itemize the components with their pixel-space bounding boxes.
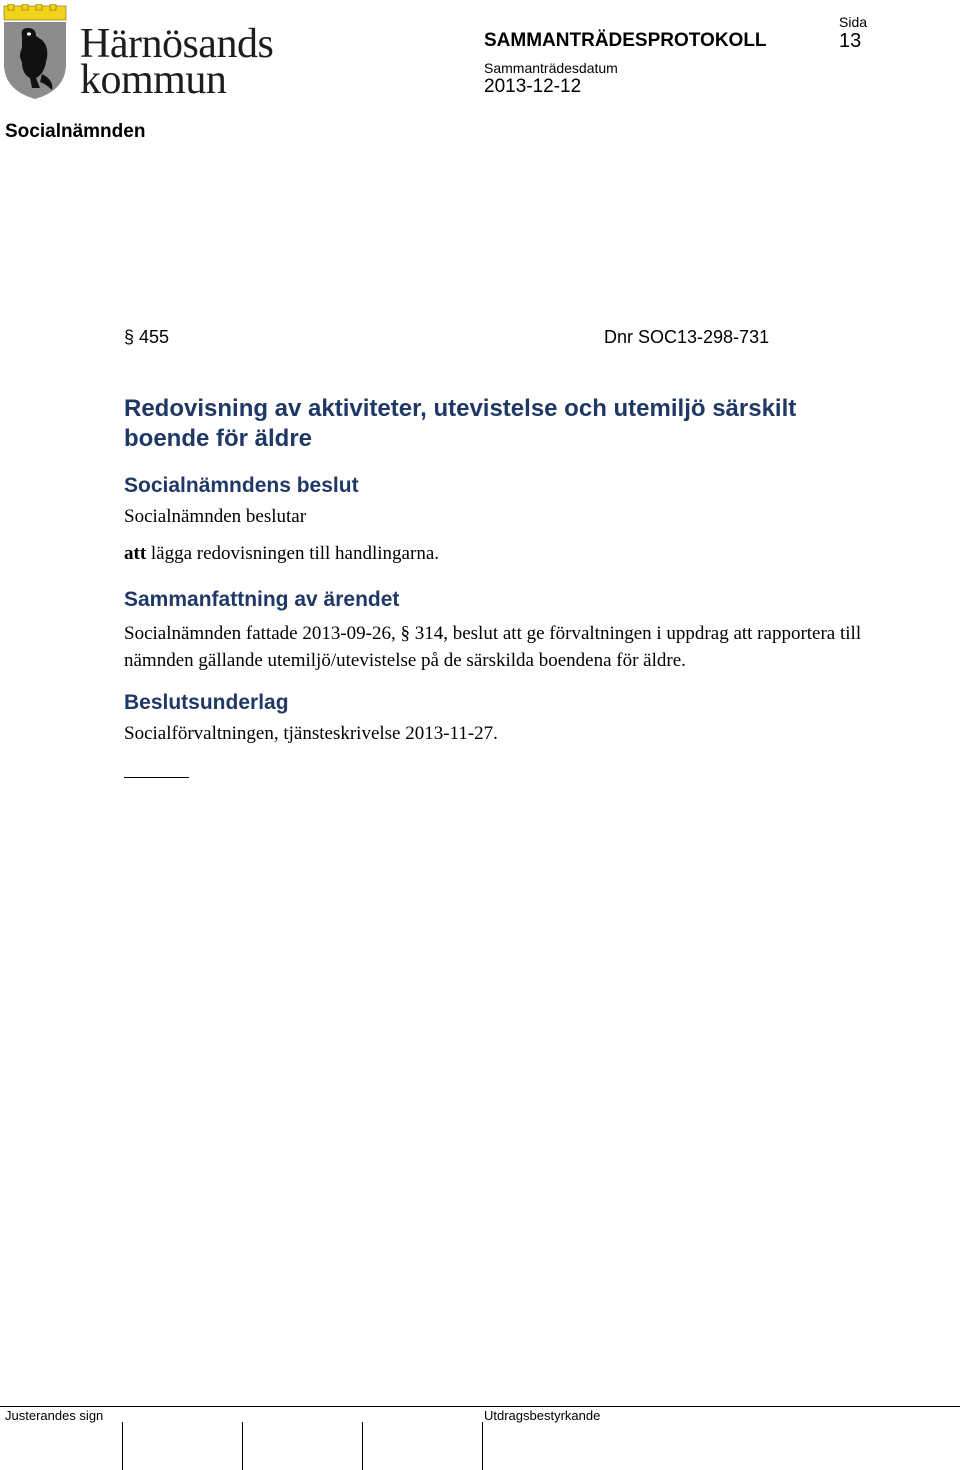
footer-divider: [0, 1406, 960, 1407]
meeting-date-value: 2013-12-12: [484, 76, 582, 97]
extract-certification-label: Utdragsbestyrkande: [484, 1408, 601, 1423]
page-label: Sida: [839, 14, 868, 30]
logo-wordmark-line2: kommun: [80, 57, 227, 103]
signature-box-divider: [242, 1422, 243, 1470]
logo-wordmark-line1: Härnösands: [80, 21, 274, 67]
basis-heading: Beslutsunderlag: [124, 691, 289, 714]
basis-text: Socialförvaltningen, tjänsteskrivelse 2013-11-27.: [124, 723, 498, 744]
paragraph-number: [124, 327, 169, 348]
paragraph-number-value: 455: [139, 327, 170, 347]
signature-box-divider: [362, 1422, 363, 1470]
signature-box-divider: [482, 1422, 483, 1470]
summary-text-part2: 314, beslut att ge förvaltningen i uppdrag att rapportera till nämnden gällande utemiljö/utevistelse på de särskilda boendena för äldre.: [124, 623, 862, 671]
document-type: SAMMANTRÄDESPROTOKOLL: [484, 30, 767, 51]
page-number: 13: [839, 30, 862, 52]
decision-heading: Socialnämndens beslut: [124, 474, 359, 497]
paragraph-sign-icon: §: [400, 623, 410, 644]
att-word: att: [124, 543, 147, 564]
meeting-date-label: Sammanträdesdatum: [484, 60, 618, 76]
summary-text: [124, 620, 904, 674]
item-title: Redovisning av aktiviteter, utevistelse och utemiljö särskilt boende för äldre: [124, 395, 797, 452]
signature-box-divider: [122, 1422, 123, 1470]
summary-text-part1: Socialnämnden fattade 2013-09-26,: [124, 623, 401, 644]
coat-of-arms-icon: [2, 4, 68, 100]
case-number: Dnr SOC13-298-731: [604, 327, 770, 347]
adjuster-sign-label: Justerandes sign: [5, 1408, 104, 1423]
summary-heading: Sammanfattning av ärendet: [124, 588, 400, 611]
decision-intro: Socialnämnden beslutar: [124, 506, 307, 527]
department-name: Socialnämnden: [5, 121, 146, 142]
paragraph-sign-icon: §: [124, 327, 135, 347]
end-separator: [124, 777, 189, 778]
decision-att-clause: [124, 543, 439, 565]
att-text: lägga redovisningen till handlingarna.: [150, 543, 439, 564]
